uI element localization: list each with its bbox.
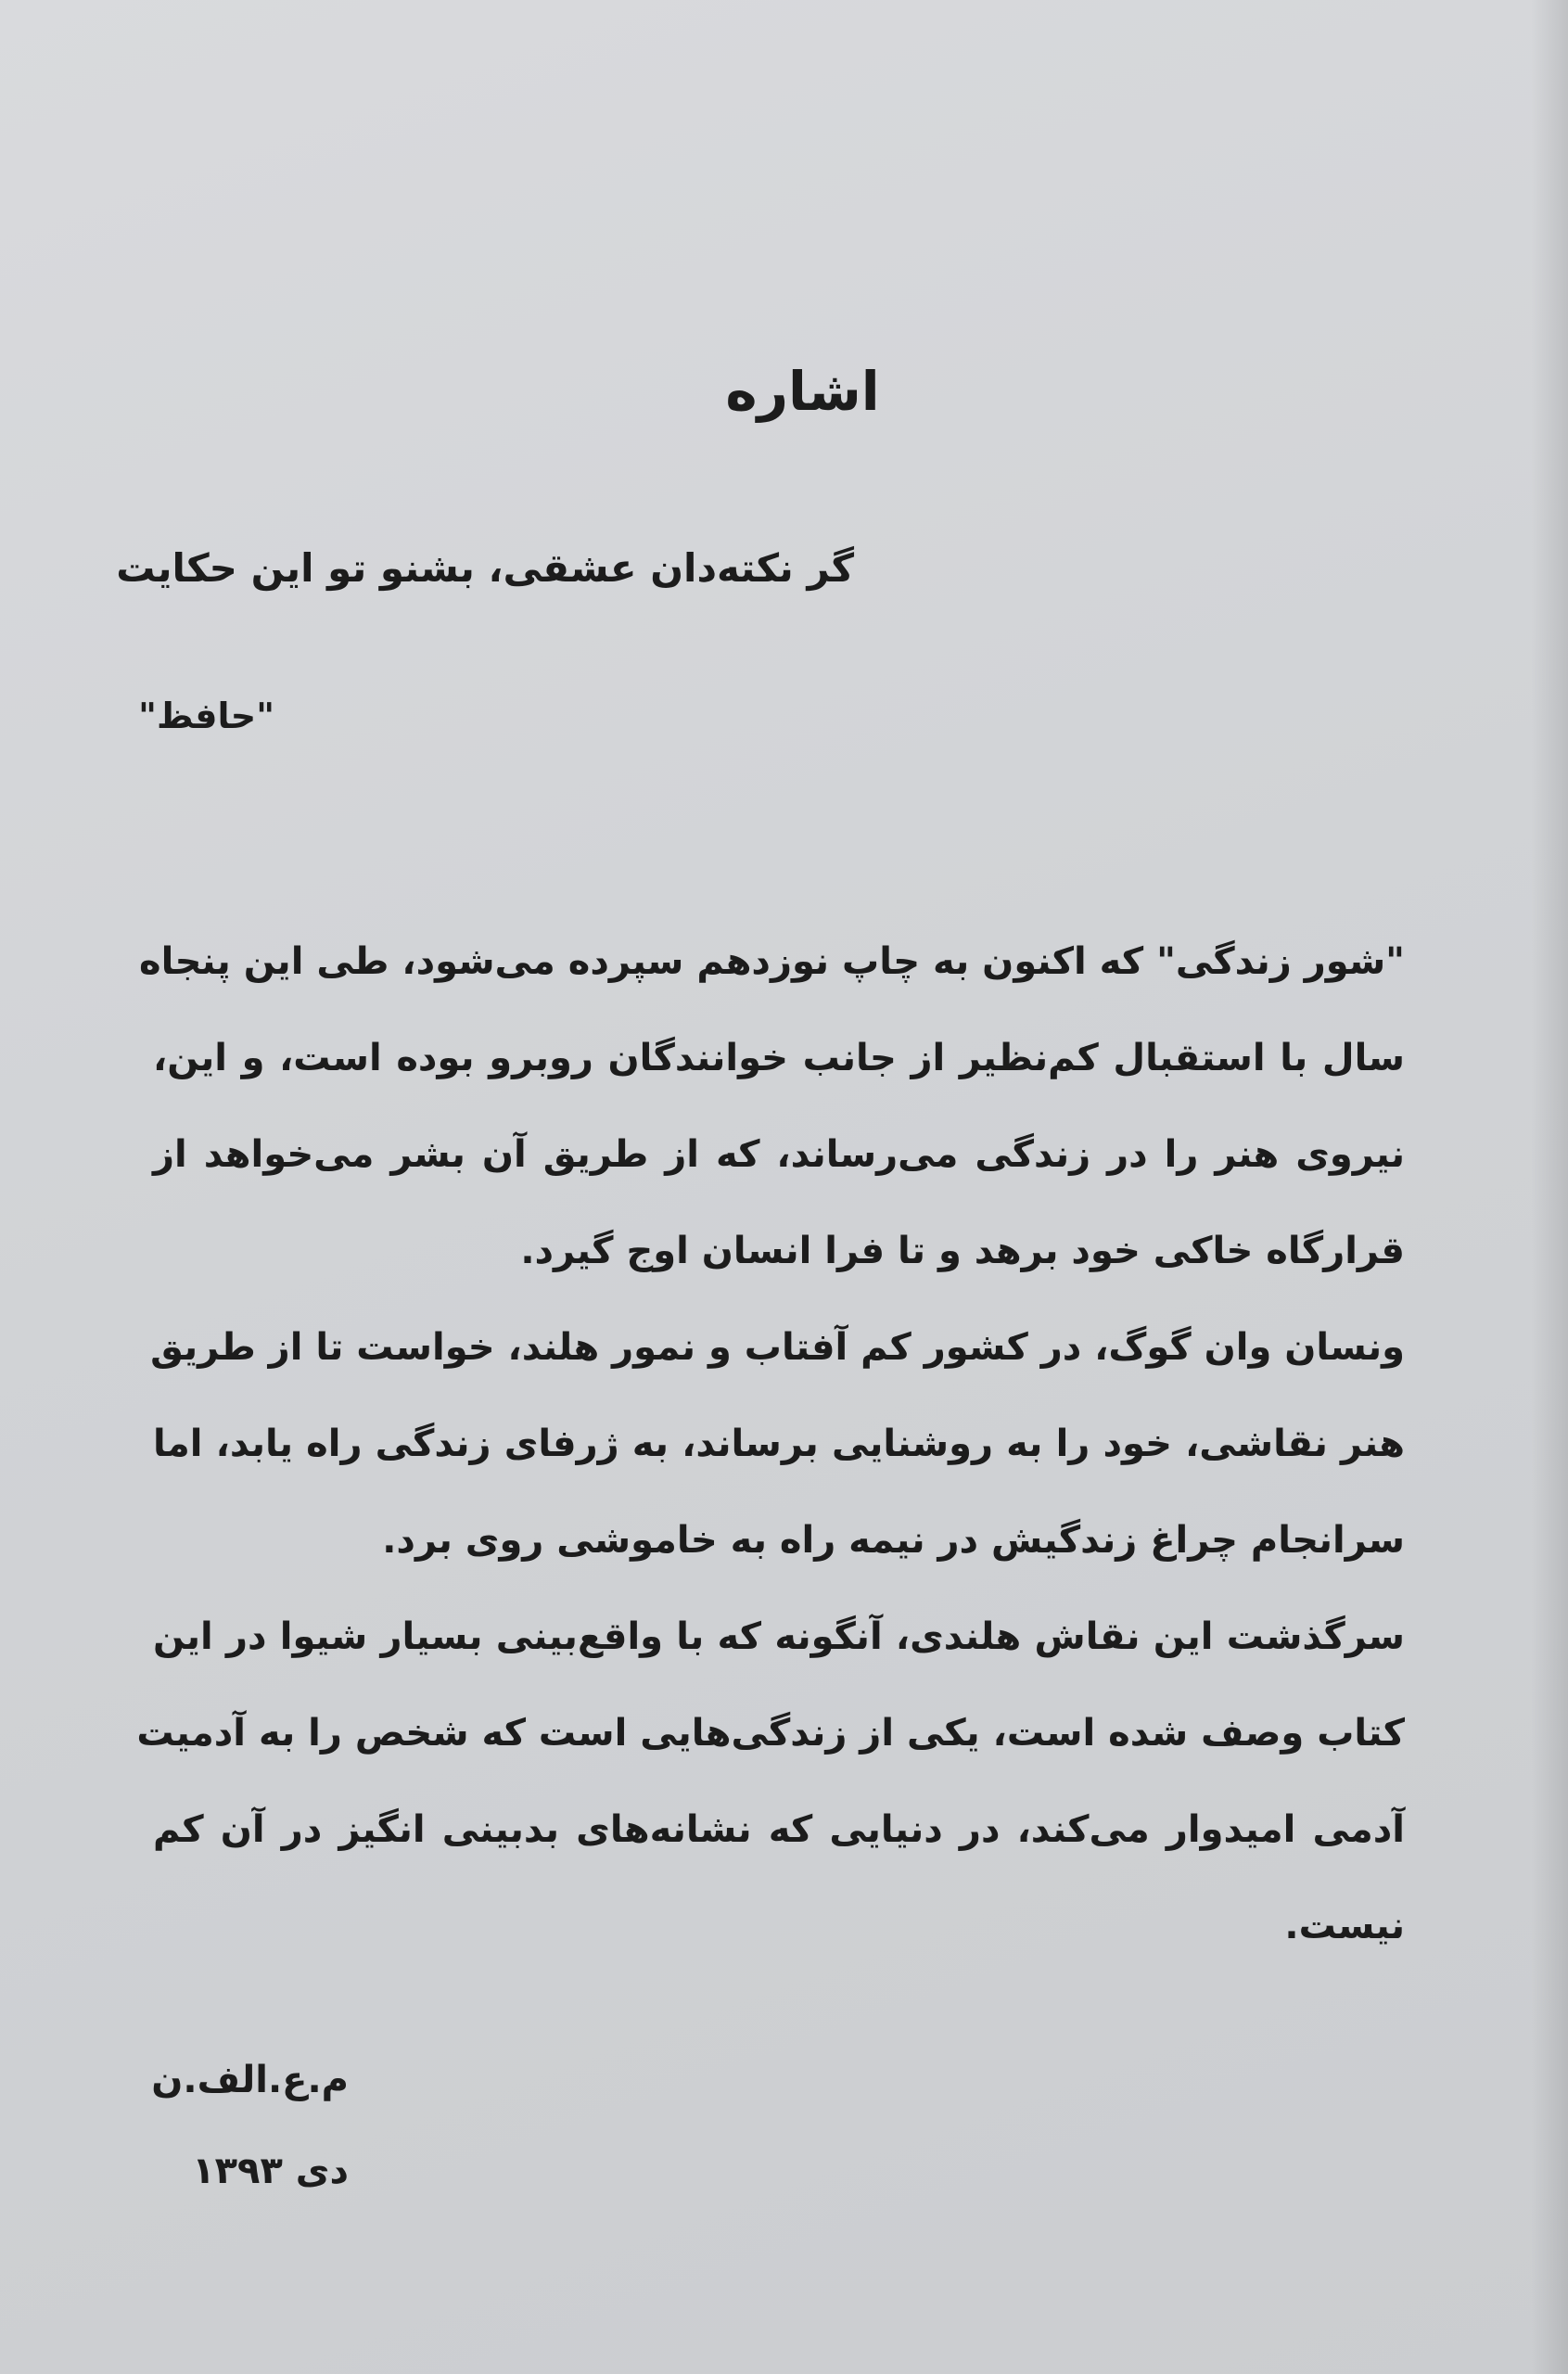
page-title	[0, 360, 1568, 423]
page-title-text: اشاره	[725, 360, 880, 423]
paragraph-1-line-4: قرارگاه خاکی خود برهد و تا فرا انسان اوج گیرد.	[520, 1230, 1405, 1272]
paragraph-3-line-1: سرگذشت این نقاش هلندی، آنگونه که با واقع‌بینی بسیار شیوا در این	[153, 1615, 1405, 1658]
paragraph-2-line-3: سرانجام چراغ زندگیش در نیمه راه به خاموشی روی برد.	[382, 1519, 1405, 1562]
signature-date: دی ۱۳۹۳	[192, 2150, 349, 2192]
paragraph-1-line-3: نیروی هنر را در زندگی می‌رساند، که از طریق آن بشر می‌خواهد از	[153, 1133, 1405, 1176]
epigraph-verse: گر نکته‌دان عشقی، بشنو تو این حکایت	[116, 545, 854, 591]
paragraph-2-line-1: ونسان وان گوگ، در کشور کم آفتاب و نمور هلند، خواست تا از طریق	[150, 1326, 1405, 1369]
paragraph-3-line-3: آدمی امیدوار می‌کند، در دنیایی که نشانه‌های بدبینی انگیز در آن کم	[153, 1808, 1405, 1851]
signature-initials: م.ع.الف.ن	[151, 2059, 349, 2101]
paragraph-1-line-1: "شور زندگی" که اکنون به چاپ نوزدهم سپرده می‌شود، طی این پنجاه	[138, 940, 1405, 983]
epigraph-poet: "حافظ"	[138, 696, 274, 736]
paragraph-3-line-4: نیست.	[1284, 1905, 1405, 1947]
paragraph-1-line-2: سال با استقبال کم‌نظیر از جانب خوانندگان روبرو بوده است، و این،	[153, 1037, 1405, 1079]
paragraph-3-line-2: کتاب وصف شده است، یکی از زندگی‌هایی است که شخص را به آدمیت	[136, 1712, 1405, 1755]
paragraph-2-line-2: هنر نقاشی، خود را به روشنایی برساند، به ژرفای زندگی راه یابد، اما	[153, 1423, 1405, 1465]
body-text	[136, 913, 1405, 1974]
